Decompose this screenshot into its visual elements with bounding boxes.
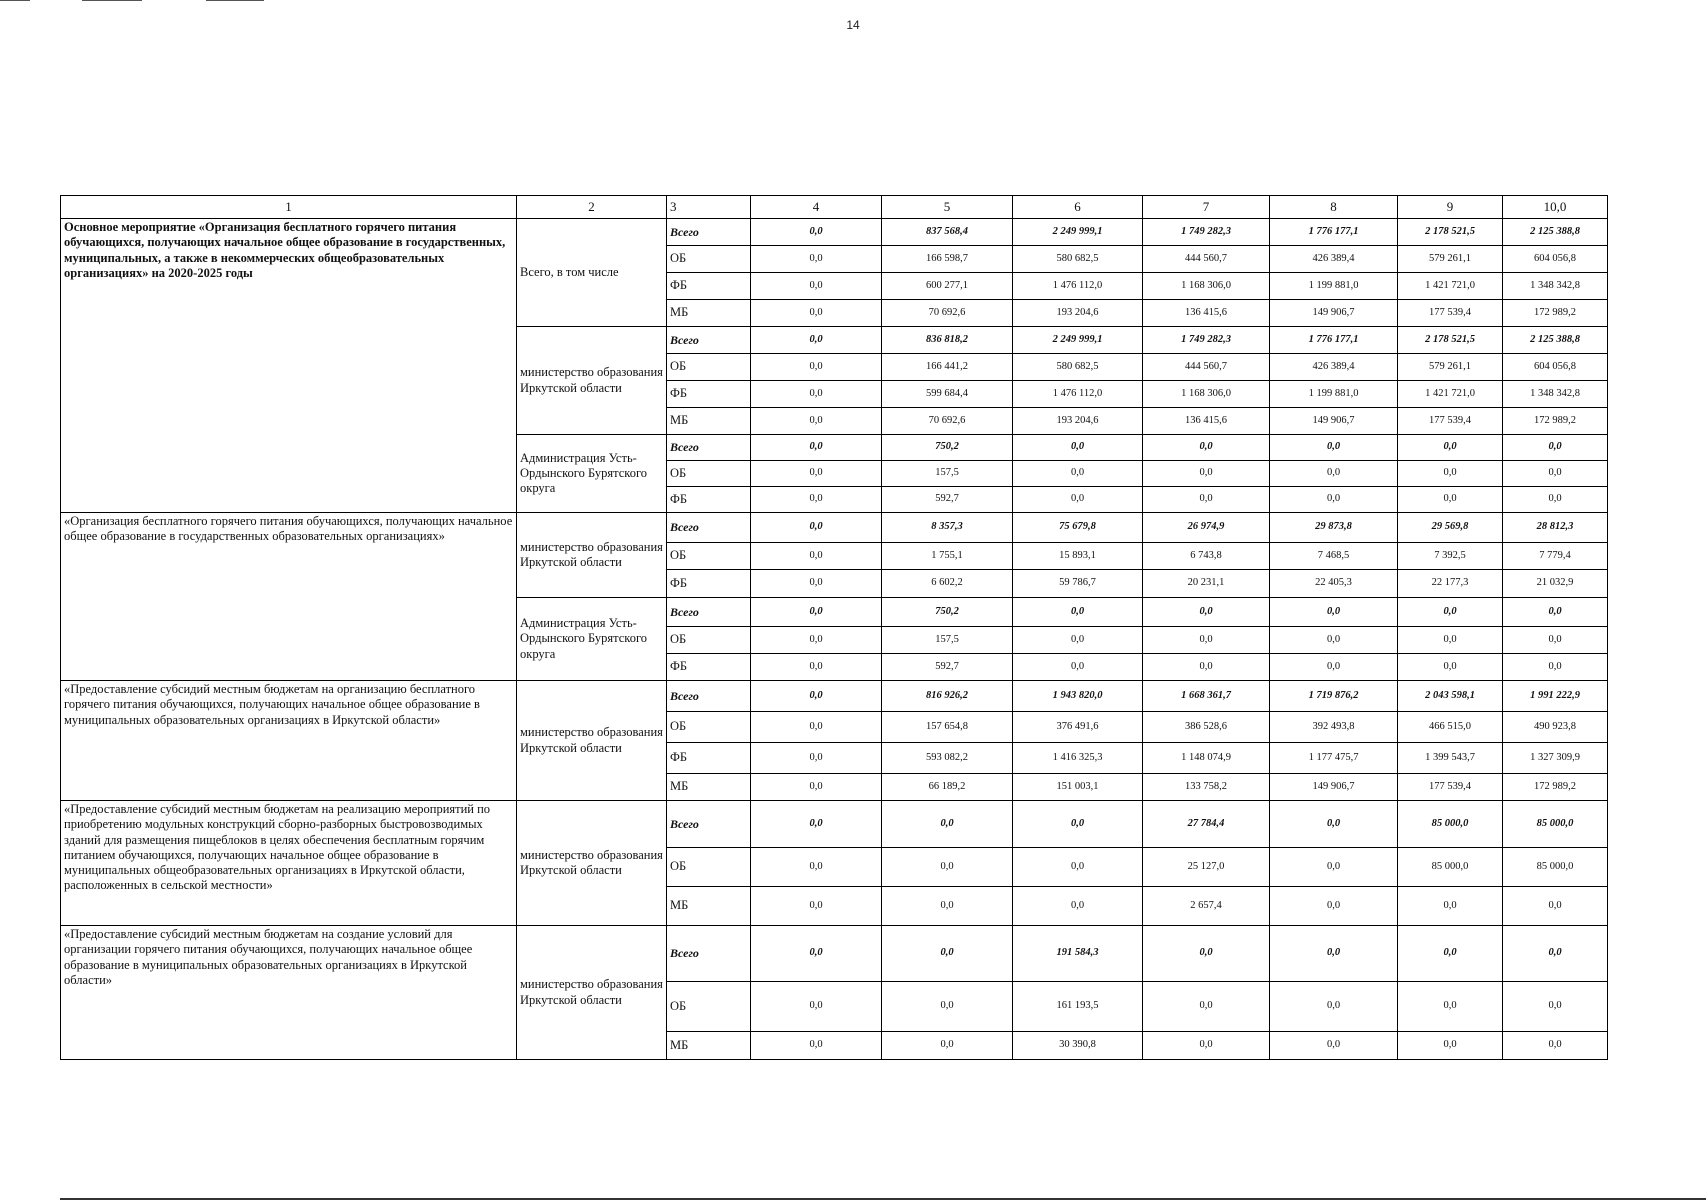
value-cell: 750,2 (882, 435, 1013, 461)
budget-table (60, 195, 1608, 1060)
funding-source: ФБ (667, 381, 751, 408)
value-cell: 193 204,6 (1013, 300, 1143, 327)
value-cell: 149 906,7 (1270, 300, 1398, 327)
executor-name: Всего, в том числе (517, 219, 667, 327)
executor-name: министерство образования Иркутской области (517, 513, 667, 598)
value-cell: 1 421 721,0 (1398, 381, 1503, 408)
value-cell: 2 178 521,5 (1398, 219, 1503, 246)
funding-source: ФБ (667, 487, 751, 513)
value-cell: 8 357,3 (882, 513, 1013, 543)
value-cell: 0,0 (882, 926, 1013, 982)
table-body (61, 196, 1608, 1060)
value-cell: 1 476 112,0 (1013, 381, 1143, 408)
header-cell: 9 (1398, 196, 1503, 219)
header-cell: 4 (751, 196, 882, 219)
value-cell: 0,0 (751, 774, 882, 801)
executor-name: Администрация Усть-Ордынского Бурятского округа (517, 598, 667, 681)
value-cell: 0,0 (1503, 887, 1608, 926)
value-cell: 0,0 (882, 887, 1013, 926)
value-cell: 0,0 (1013, 801, 1143, 848)
value-cell: 0,0 (751, 408, 882, 435)
value-cell: 490 923,8 (1503, 712, 1608, 743)
executor-name: министерство образования Иркутской области (517, 926, 667, 1060)
table-row (61, 513, 1608, 543)
value-cell: 1 199 881,0 (1270, 381, 1398, 408)
funding-source: ФБ (667, 273, 751, 300)
value-cell: 0,0 (1398, 627, 1503, 654)
funding-source: МБ (667, 300, 751, 327)
value-cell: 1 168 306,0 (1143, 273, 1270, 300)
value-cell: 0,0 (751, 887, 882, 926)
value-cell: 0,0 (751, 327, 882, 354)
activity-name: «Предоставление субсидий местным бюджетам на организацию бесплатного горячего питания обучающихся, получающих начальное общее образование в муниципальных образовательных организациях в Иркутской области» (61, 681, 517, 801)
funding-source: МБ (667, 774, 751, 801)
value-cell: 1 749 282,3 (1143, 219, 1270, 246)
header-cell: 10,0 (1503, 196, 1608, 219)
value-cell: 0,0 (751, 354, 882, 381)
funding-source: ОБ (667, 712, 751, 743)
value-cell: 0,0 (1013, 848, 1143, 887)
value-cell: 166 441,2 (882, 354, 1013, 381)
value-cell: 1 668 361,7 (1143, 681, 1270, 712)
value-cell: 1 399 543,7 (1398, 743, 1503, 774)
value-cell: 0,0 (882, 982, 1013, 1032)
value-cell: 15 893,1 (1013, 543, 1143, 570)
value-cell: 0,0 (1398, 887, 1503, 926)
value-cell: 85 000,0 (1503, 848, 1608, 887)
value-cell: 0,0 (882, 848, 1013, 887)
value-cell: 1 348 342,8 (1503, 273, 1608, 300)
value-cell: 0,0 (1398, 598, 1503, 627)
funding-source: Всего (667, 801, 751, 848)
executor-name: министерство образования Иркутской области (517, 801, 667, 926)
value-cell: 0,0 (1398, 461, 1503, 487)
value-cell: 1 199 881,0 (1270, 273, 1398, 300)
header-cell: 1 (61, 196, 517, 219)
value-cell: 0,0 (751, 461, 882, 487)
value-cell: 191 584,3 (1013, 926, 1143, 982)
value-cell: 7 779,4 (1503, 543, 1608, 570)
value-cell: 0,0 (1270, 487, 1398, 513)
value-cell: 29 873,8 (1270, 513, 1398, 543)
value-cell: 604 056,8 (1503, 246, 1608, 273)
funding-source: ФБ (667, 570, 751, 598)
value-cell: 0,0 (1143, 1032, 1270, 1060)
value-cell: 0,0 (751, 801, 882, 848)
value-cell: 0,0 (751, 926, 882, 982)
value-cell: 0,0 (751, 435, 882, 461)
value-cell: 193 204,6 (1013, 408, 1143, 435)
activity-name: «Организация бесплатного горячего питания обучающихся, получающих начальное общее образование в государственных образовательных организациях» (61, 513, 517, 681)
value-cell: 166 598,7 (882, 246, 1013, 273)
value-cell: 0,0 (1143, 598, 1270, 627)
activity-name: «Предоставление субсидий местным бюджетам на создание условий для организации горячего питания обучающихся, получающих начальное общее образование в муниципальных образовательных организациях в Иркутской области» (61, 926, 517, 1060)
value-cell: 1 943 820,0 (1013, 681, 1143, 712)
value-cell: 1 776 177,1 (1270, 219, 1398, 246)
value-cell: 2 249 999,1 (1013, 219, 1143, 246)
value-cell: 0,0 (1143, 926, 1270, 982)
value-cell: 2 043 598,1 (1398, 681, 1503, 712)
funding-source: ОБ (667, 982, 751, 1032)
value-cell: 0,0 (1013, 487, 1143, 513)
value-cell: 2 657,4 (1143, 887, 1270, 926)
table-row (61, 681, 1608, 712)
value-cell: 0,0 (882, 1032, 1013, 1060)
value-cell: 0,0 (751, 598, 882, 627)
value-cell: 26 974,9 (1143, 513, 1270, 543)
value-cell: 0,0 (1398, 654, 1503, 681)
value-cell: 592,7 (882, 487, 1013, 513)
value-cell: 0,0 (882, 801, 1013, 848)
value-cell: 172 989,2 (1503, 774, 1608, 801)
value-cell: 0,0 (1013, 598, 1143, 627)
value-cell: 70 692,6 (882, 408, 1013, 435)
value-cell: 2 125 388,8 (1503, 219, 1608, 246)
executor-name: Администрация Усть-Ордынского Бурятского округа (517, 435, 667, 513)
value-cell: 136 415,6 (1143, 408, 1270, 435)
value-cell: 0,0 (1143, 461, 1270, 487)
value-cell: 816 926,2 (882, 681, 1013, 712)
value-cell: 0,0 (1270, 598, 1398, 627)
value-cell: 600 277,1 (882, 273, 1013, 300)
value-cell: 376 491,6 (1013, 712, 1143, 743)
value-cell: 0,0 (1143, 982, 1270, 1032)
value-cell: 70 692,6 (882, 300, 1013, 327)
value-cell: 0,0 (1503, 435, 1608, 461)
value-cell: 0,0 (1398, 982, 1503, 1032)
value-cell: 22 405,3 (1270, 570, 1398, 598)
funding-source: ОБ (667, 461, 751, 487)
value-cell: 21 032,9 (1503, 570, 1608, 598)
value-cell: 1 416 325,3 (1013, 743, 1143, 774)
value-cell: 579 261,1 (1398, 246, 1503, 273)
value-cell: 1 177 475,7 (1270, 743, 1398, 774)
value-cell: 75 679,8 (1013, 513, 1143, 543)
header-cell: 2 (517, 196, 667, 219)
value-cell: 0,0 (1270, 654, 1398, 681)
value-cell: 1 755,1 (882, 543, 1013, 570)
value-cell: 0,0 (1143, 654, 1270, 681)
value-cell: 136 415,6 (1143, 300, 1270, 327)
value-cell: 1 719 876,2 (1270, 681, 1398, 712)
funding-source: Всего (667, 219, 751, 246)
value-cell: 0,0 (751, 513, 882, 543)
table-row (61, 801, 1608, 848)
header-row (61, 196, 1608, 219)
value-cell: 0,0 (1143, 435, 1270, 461)
value-cell: 592,7 (882, 654, 1013, 681)
value-cell: 28 812,3 (1503, 513, 1608, 543)
value-cell: 0,0 (1503, 598, 1608, 627)
value-cell: 1 168 306,0 (1143, 381, 1270, 408)
value-cell: 0,0 (1503, 487, 1608, 513)
value-cell: 133 758,2 (1143, 774, 1270, 801)
value-cell: 1 476 112,0 (1013, 273, 1143, 300)
value-cell: 0,0 (1270, 848, 1398, 887)
table-row (61, 926, 1608, 982)
funding-source: ОБ (667, 246, 751, 273)
value-cell: 0,0 (751, 381, 882, 408)
value-cell: 0,0 (1013, 654, 1143, 681)
value-cell: 2 178 521,5 (1398, 327, 1503, 354)
value-cell: 466 515,0 (1398, 712, 1503, 743)
value-cell: 0,0 (1503, 654, 1608, 681)
value-cell: 29 569,8 (1398, 513, 1503, 543)
value-cell: 0,0 (1270, 1032, 1398, 1060)
value-cell: 2 125 388,8 (1503, 327, 1608, 354)
funding-source: Всего (667, 327, 751, 354)
value-cell: 0,0 (1270, 627, 1398, 654)
funding-source: Всего (667, 598, 751, 627)
value-cell: 0,0 (751, 273, 882, 300)
funding-source: Всего (667, 435, 751, 461)
page-number: 14 (846, 18, 860, 32)
header-cell: 5 (882, 196, 1013, 219)
value-cell: 0,0 (751, 654, 882, 681)
value-cell: 0,0 (751, 681, 882, 712)
value-cell: 0,0 (751, 982, 882, 1032)
value-cell: 177 539,4 (1398, 408, 1503, 435)
value-cell: 157,5 (882, 461, 1013, 487)
value-cell: 0,0 (751, 246, 882, 273)
value-cell: 0,0 (1270, 887, 1398, 926)
value-cell: 6 743,8 (1143, 543, 1270, 570)
value-cell: 836 818,2 (882, 327, 1013, 354)
value-cell: 0,0 (751, 1032, 882, 1060)
value-cell: 172 989,2 (1503, 300, 1608, 327)
value-cell: 151 003,1 (1013, 774, 1143, 801)
value-cell: 25 127,0 (1143, 848, 1270, 887)
value-cell: 0,0 (1270, 801, 1398, 848)
value-cell: 444 560,7 (1143, 354, 1270, 381)
value-cell: 0,0 (1398, 1032, 1503, 1060)
value-cell: 0,0 (751, 712, 882, 743)
value-cell: 7 468,5 (1270, 543, 1398, 570)
value-cell: 1 749 282,3 (1143, 327, 1270, 354)
value-cell: 0,0 (1503, 926, 1608, 982)
value-cell: 0,0 (1503, 982, 1608, 1032)
value-cell: 750,2 (882, 598, 1013, 627)
value-cell: 0,0 (751, 219, 882, 246)
value-cell: 0,0 (1503, 627, 1608, 654)
value-cell: 1 327 309,9 (1503, 743, 1608, 774)
value-cell: 0,0 (1013, 627, 1143, 654)
scan-marks (0, 0, 300, 2)
value-cell: 386 528,6 (1143, 712, 1270, 743)
value-cell: 0,0 (751, 543, 882, 570)
funding-source: Всего (667, 681, 751, 712)
header-cell: 3 (667, 196, 751, 219)
funding-source: ФБ (667, 743, 751, 774)
value-cell: 66 189,2 (882, 774, 1013, 801)
value-cell: 157 654,8 (882, 712, 1013, 743)
funding-source: Всего (667, 513, 751, 543)
table-row (61, 219, 1608, 246)
activity-name: Основное мероприятие «Организация бесплатного горячего питания обучающихся, получающих начальное общее образование в государственных, муниципальных, а также в некоммерческих общеобразовательных организациях» на 2020-2025 годы (61, 219, 517, 513)
value-cell: 157,5 (882, 627, 1013, 654)
value-cell: 27 784,4 (1143, 801, 1270, 848)
value-cell: 22 177,3 (1398, 570, 1503, 598)
value-cell: 0,0 (751, 743, 882, 774)
value-cell: 149 906,7 (1270, 408, 1398, 435)
value-cell: 20 231,1 (1143, 570, 1270, 598)
header-cell: 7 (1143, 196, 1270, 219)
value-cell: 0,0 (751, 300, 882, 327)
value-cell: 0,0 (1503, 1032, 1608, 1060)
value-cell: 0,0 (1398, 926, 1503, 982)
value-cell: 7 392,5 (1398, 543, 1503, 570)
value-cell: 599 684,4 (882, 381, 1013, 408)
funding-source: ФБ (667, 654, 751, 681)
value-cell: 59 786,7 (1013, 570, 1143, 598)
value-cell: 0,0 (1270, 982, 1398, 1032)
value-cell: 1 991 222,9 (1503, 681, 1608, 712)
executor-name: министерство образования Иркутской области (517, 327, 667, 435)
value-cell: 0,0 (751, 487, 882, 513)
value-cell: 161 193,5 (1013, 982, 1143, 1032)
value-cell: 593 082,2 (882, 743, 1013, 774)
value-cell: 85 000,0 (1398, 801, 1503, 848)
funding-source: ОБ (667, 354, 751, 381)
value-cell: 1 148 074,9 (1143, 743, 1270, 774)
value-cell: 177 539,4 (1398, 300, 1503, 327)
value-cell: 580 682,5 (1013, 246, 1143, 273)
funding-source: ОБ (667, 848, 751, 887)
value-cell: 2 249 999,1 (1013, 327, 1143, 354)
header-cell: 8 (1270, 196, 1398, 219)
executor-name: министерство образования Иркутской области (517, 681, 667, 801)
value-cell: 0,0 (1503, 461, 1608, 487)
value-cell: 0,0 (1143, 487, 1270, 513)
value-cell: 604 056,8 (1503, 354, 1608, 381)
value-cell: 0,0 (1013, 435, 1143, 461)
value-cell: 172 989,2 (1503, 408, 1608, 435)
value-cell: 30 390,8 (1013, 1032, 1143, 1060)
value-cell: 0,0 (751, 570, 882, 598)
activity-name: «Предоставление субсидий местным бюджетам на реализацию мероприятий по приобретению модульных конструкций сборно-разборных быстровозводимых зданий для размещения пищеблоков в целях обеспечения бесплатным горячим питанием обучающихся, получающих начальное общее образование в муниципальных общеобразовательных организациях в Иркутской области, расположенных в сельской местности» (61, 801, 517, 926)
value-cell: 444 560,7 (1143, 246, 1270, 273)
value-cell: 0,0 (1143, 627, 1270, 654)
value-cell: 0,0 (751, 627, 882, 654)
funding-source: Всего (667, 926, 751, 982)
value-cell: 0,0 (1270, 461, 1398, 487)
value-cell: 1 776 177,1 (1270, 327, 1398, 354)
value-cell: 149 906,7 (1270, 774, 1398, 801)
value-cell: 837 568,4 (882, 219, 1013, 246)
funding-source: ОБ (667, 627, 751, 654)
value-cell: 85 000,0 (1398, 848, 1503, 887)
funding-source: ОБ (667, 543, 751, 570)
value-cell: 6 602,2 (882, 570, 1013, 598)
funding-source: МБ (667, 887, 751, 926)
value-cell: 0,0 (1013, 887, 1143, 926)
value-cell: 0,0 (1270, 435, 1398, 461)
value-cell: 85 000,0 (1503, 801, 1608, 848)
value-cell: 580 682,5 (1013, 354, 1143, 381)
value-cell: 1 421 721,0 (1398, 273, 1503, 300)
header-cell: 6 (1013, 196, 1143, 219)
funding-source: МБ (667, 1032, 751, 1060)
value-cell: 0,0 (1398, 487, 1503, 513)
value-cell: 392 493,8 (1270, 712, 1398, 743)
value-cell: 426 389,4 (1270, 354, 1398, 381)
value-cell: 0,0 (1398, 435, 1503, 461)
value-cell: 177 539,4 (1398, 774, 1503, 801)
value-cell: 579 261,1 (1398, 354, 1503, 381)
value-cell: 426 389,4 (1270, 246, 1398, 273)
funding-source: МБ (667, 408, 751, 435)
value-cell: 0,0 (1013, 461, 1143, 487)
value-cell: 0,0 (1270, 926, 1398, 982)
value-cell: 1 348 342,8 (1503, 381, 1608, 408)
value-cell: 0,0 (751, 848, 882, 887)
